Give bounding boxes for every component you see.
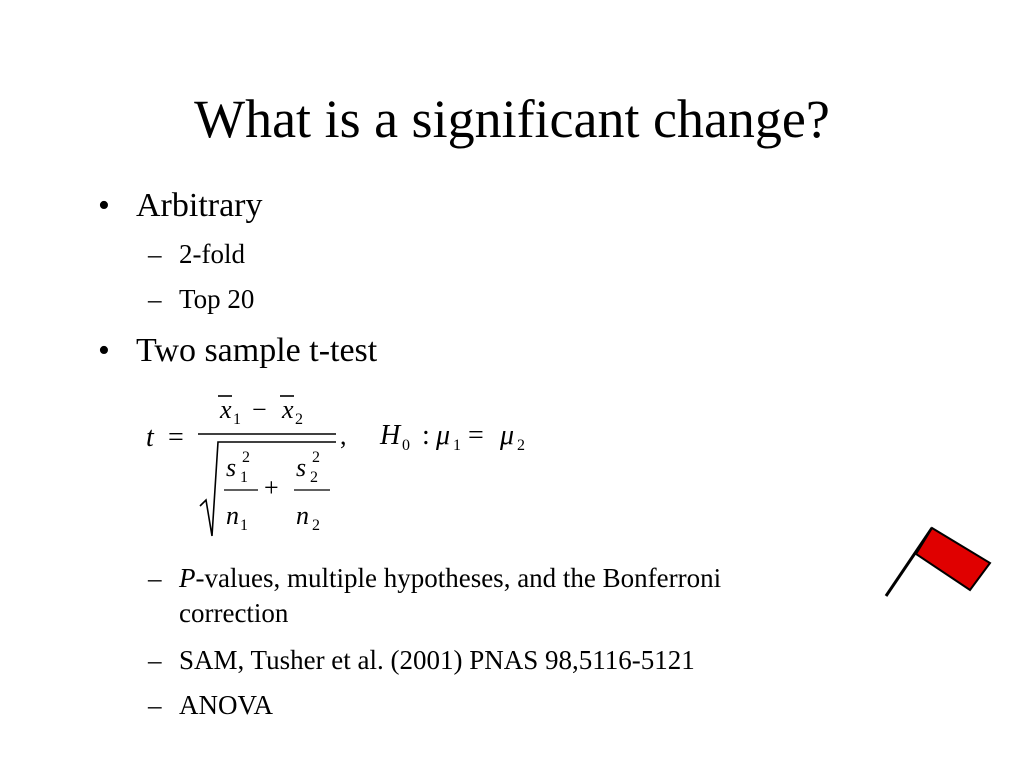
- formula-colon: :: [422, 420, 430, 451]
- sub-bullet-text: 2-fold: [179, 239, 245, 269]
- formula-sup2: 2: [242, 449, 250, 466]
- formula-n1: n: [226, 501, 239, 530]
- sub-bullet-glyph: –: [148, 645, 162, 675]
- formula-sub1: 1: [453, 437, 461, 454]
- formula-sub2: 2: [310, 469, 318, 486]
- formula-H: H: [380, 420, 401, 451]
- sub-bullet-text: ANOVA: [179, 690, 274, 720]
- sub-bullet-glyph: –: [148, 690, 162, 720]
- red-flag-icon: [880, 518, 1000, 608]
- formula-sub0: 0: [402, 437, 410, 454]
- sub-bullet-glyph: –: [148, 284, 162, 314]
- flag-cloth: [916, 528, 990, 590]
- formula-sub2: 2: [517, 437, 525, 454]
- formula-equals: =: [468, 420, 484, 451]
- pvalues-text: -values, multiple hypotheses, and the Bonferroni: [195, 563, 722, 593]
- formula-mu2: μ: [500, 420, 515, 451]
- t-test-formula: [140, 388, 580, 548]
- formula-x2: x: [282, 395, 294, 424]
- sub-bullet-text: [179, 561, 879, 631]
- formula-equals: =: [168, 422, 184, 453]
- p-italic: P: [179, 563, 196, 593]
- formula-sub2: 2: [295, 411, 303, 428]
- formula-sub2: 2: [312, 517, 320, 534]
- formula-plus: +: [264, 473, 279, 502]
- sub-bullet-glyph: –: [148, 563, 162, 593]
- bullet-glyph: •: [98, 187, 110, 224]
- formula-t: t: [146, 422, 154, 453]
- pvalues-text-line2: correction: [179, 598, 289, 628]
- bullet-text: Two sample t-test: [136, 332, 378, 369]
- formula-s2: s: [296, 453, 307, 482]
- bullet-glyph: •: [98, 332, 110, 369]
- bullet-text: Arbitrary: [136, 187, 263, 224]
- sub-bullet-text: Top 20: [179, 284, 255, 314]
- sub-bullet-text: SAM, Tusher et al. (2001) PNAS 98,5116-5121: [179, 645, 695, 675]
- formula-x1: x: [220, 395, 232, 424]
- formula-sub1: 1: [240, 469, 248, 486]
- formula-s1: s: [226, 453, 237, 482]
- formula-mu1: μ: [436, 420, 451, 451]
- slide-title: What is a significant change?: [194, 89, 830, 149]
- formula-minus: −: [252, 395, 267, 424]
- formula-sub1: 1: [233, 411, 241, 428]
- formula-sup2: 2: [312, 449, 320, 466]
- sub-bullet-glyph: –: [148, 239, 162, 269]
- formula-sub1: 1: [240, 517, 248, 534]
- formula-comma: ,: [340, 421, 347, 450]
- formula-n2: n: [296, 501, 309, 530]
